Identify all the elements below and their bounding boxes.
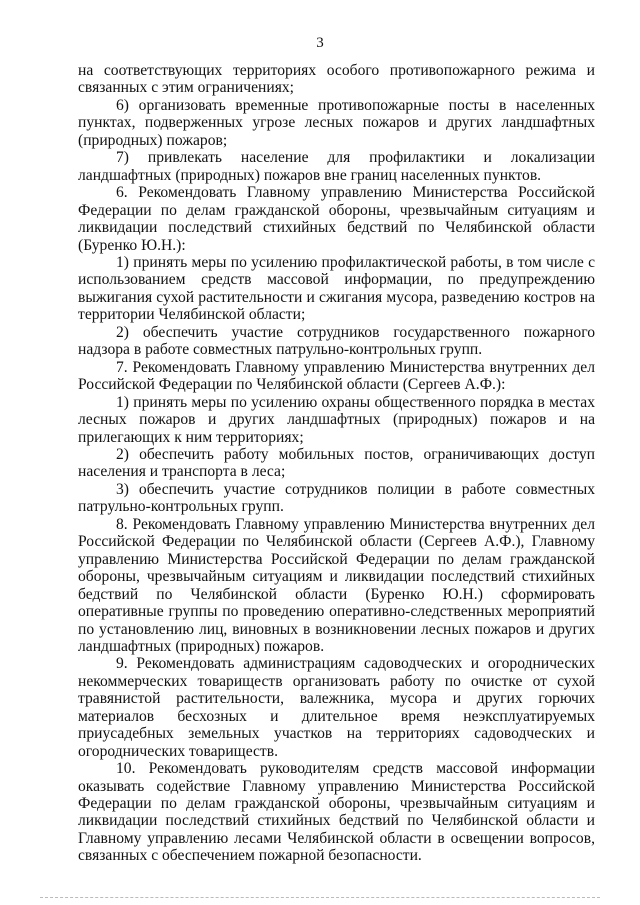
paragraph-clause-8: 8. Рекомендовать Главному управлению Министерства внутренних дел Российской Федерации по Челябинской области (Сергеев А.Ф.), Главному управлению Министерства Российской Федерации по делам гражданской обороны, чрезвычайным ситуациям и ликвидации последствий стихийных бедствий по Челябинской области (Буренко Ю.Н.) сформировать оперативные группы по проведению оперативно-следственных мероприятий по установлению лиц, виновных в возникновении лесных пожаров и других ландшафтных (природных) пожаров. [78,515,595,655]
paragraph-clause-6-item-1: 1) принять меры по усилению профилактической работы, в том числе с использованием средств массовой информации, по предупреждению выжигания сухой растительности и сжигания мусора, разведению костров на территории Челябинской области; [78,253,595,324]
paragraph-clause-7-item-3: 3) обеспечить участие сотрудников полиции в работе совместных патрульно-контрольных групп. [78,480,595,516]
paragraph-clause-7-item-2: 2) обеспечить работу мобильных постов, ограничивающих доступ населения и транспорта в леса; [78,445,595,481]
paragraph-clause-6: 6. Рекомендовать Главному управлению Министерства Российской Федерации по делам гражданской обороны, чрезвычайным ситуациям и ликвидации последствий стихийных бедствий по Челябинской области (Буренко Ю.Н.): [78,184,595,254]
footer-scan-edge [40,897,600,898]
paragraph-clause-9: 9. Рекомендовать администрациям садоводческих и огороднических некоммерческих товариществ организовать работу по очистке от сухой травянистой растительности, валежника, мусора и других горючих материалов бесхозных и длительное время неэксплуатируемых приусадебных земельных участков на территориях садоводческих и огороднических товариществ. [78,655,595,760]
paragraph-item-6-organize-posts: 6) организовать временные противопожарные посты в населенных пунктах, подверженных угрозе лесных пожаров и других ландшафтных (природных) пожаров; [78,96,595,149]
paragraph-item-7-involve-population: 7) привлекать население для профилактики и локализации ландшафтных (природных) пожаров вне границ населенных пунктов. [78,149,595,184]
paragraph-clause-10: 10. Рекомендовать руководителям средств массовой информации оказывать содействие Главному управлению Министерства Российской Федерации по делам гражданской обороны, чрезвычайным ситуациям и ликвидации последствий стихийных бедствий по Челябинской области и Главному управлению лесами Челябинской области в освещении вопросов, связанных с обеспечением пожарной безопасности. [78,760,595,865]
paragraph-clause-7: 7. Рекомендовать Главному управлению Министерства внутренних дел Российской Федерации по Челябинской области (Сергеев А.Ф.): [78,358,595,394]
paragraph-clause-6-item-2: 2) обеспечить участие сотрудников государственного пожарного надзора в работе совместных патрульно-контрольных групп. [78,323,595,359]
paragraph-continuation: на соответствующих территориях особого противопожарного режима и связанных с этим ограничениях; [78,62,595,97]
paragraph-clause-7-item-1: 1) принять меры по усилению охраны общественного порядка в местах лесных пожаров и других ландшафтных (природных) пожаров и на прилегающих к ним территориях; [78,393,595,446]
page-number: 3 [316,35,324,51]
document-body [78,62,595,865]
